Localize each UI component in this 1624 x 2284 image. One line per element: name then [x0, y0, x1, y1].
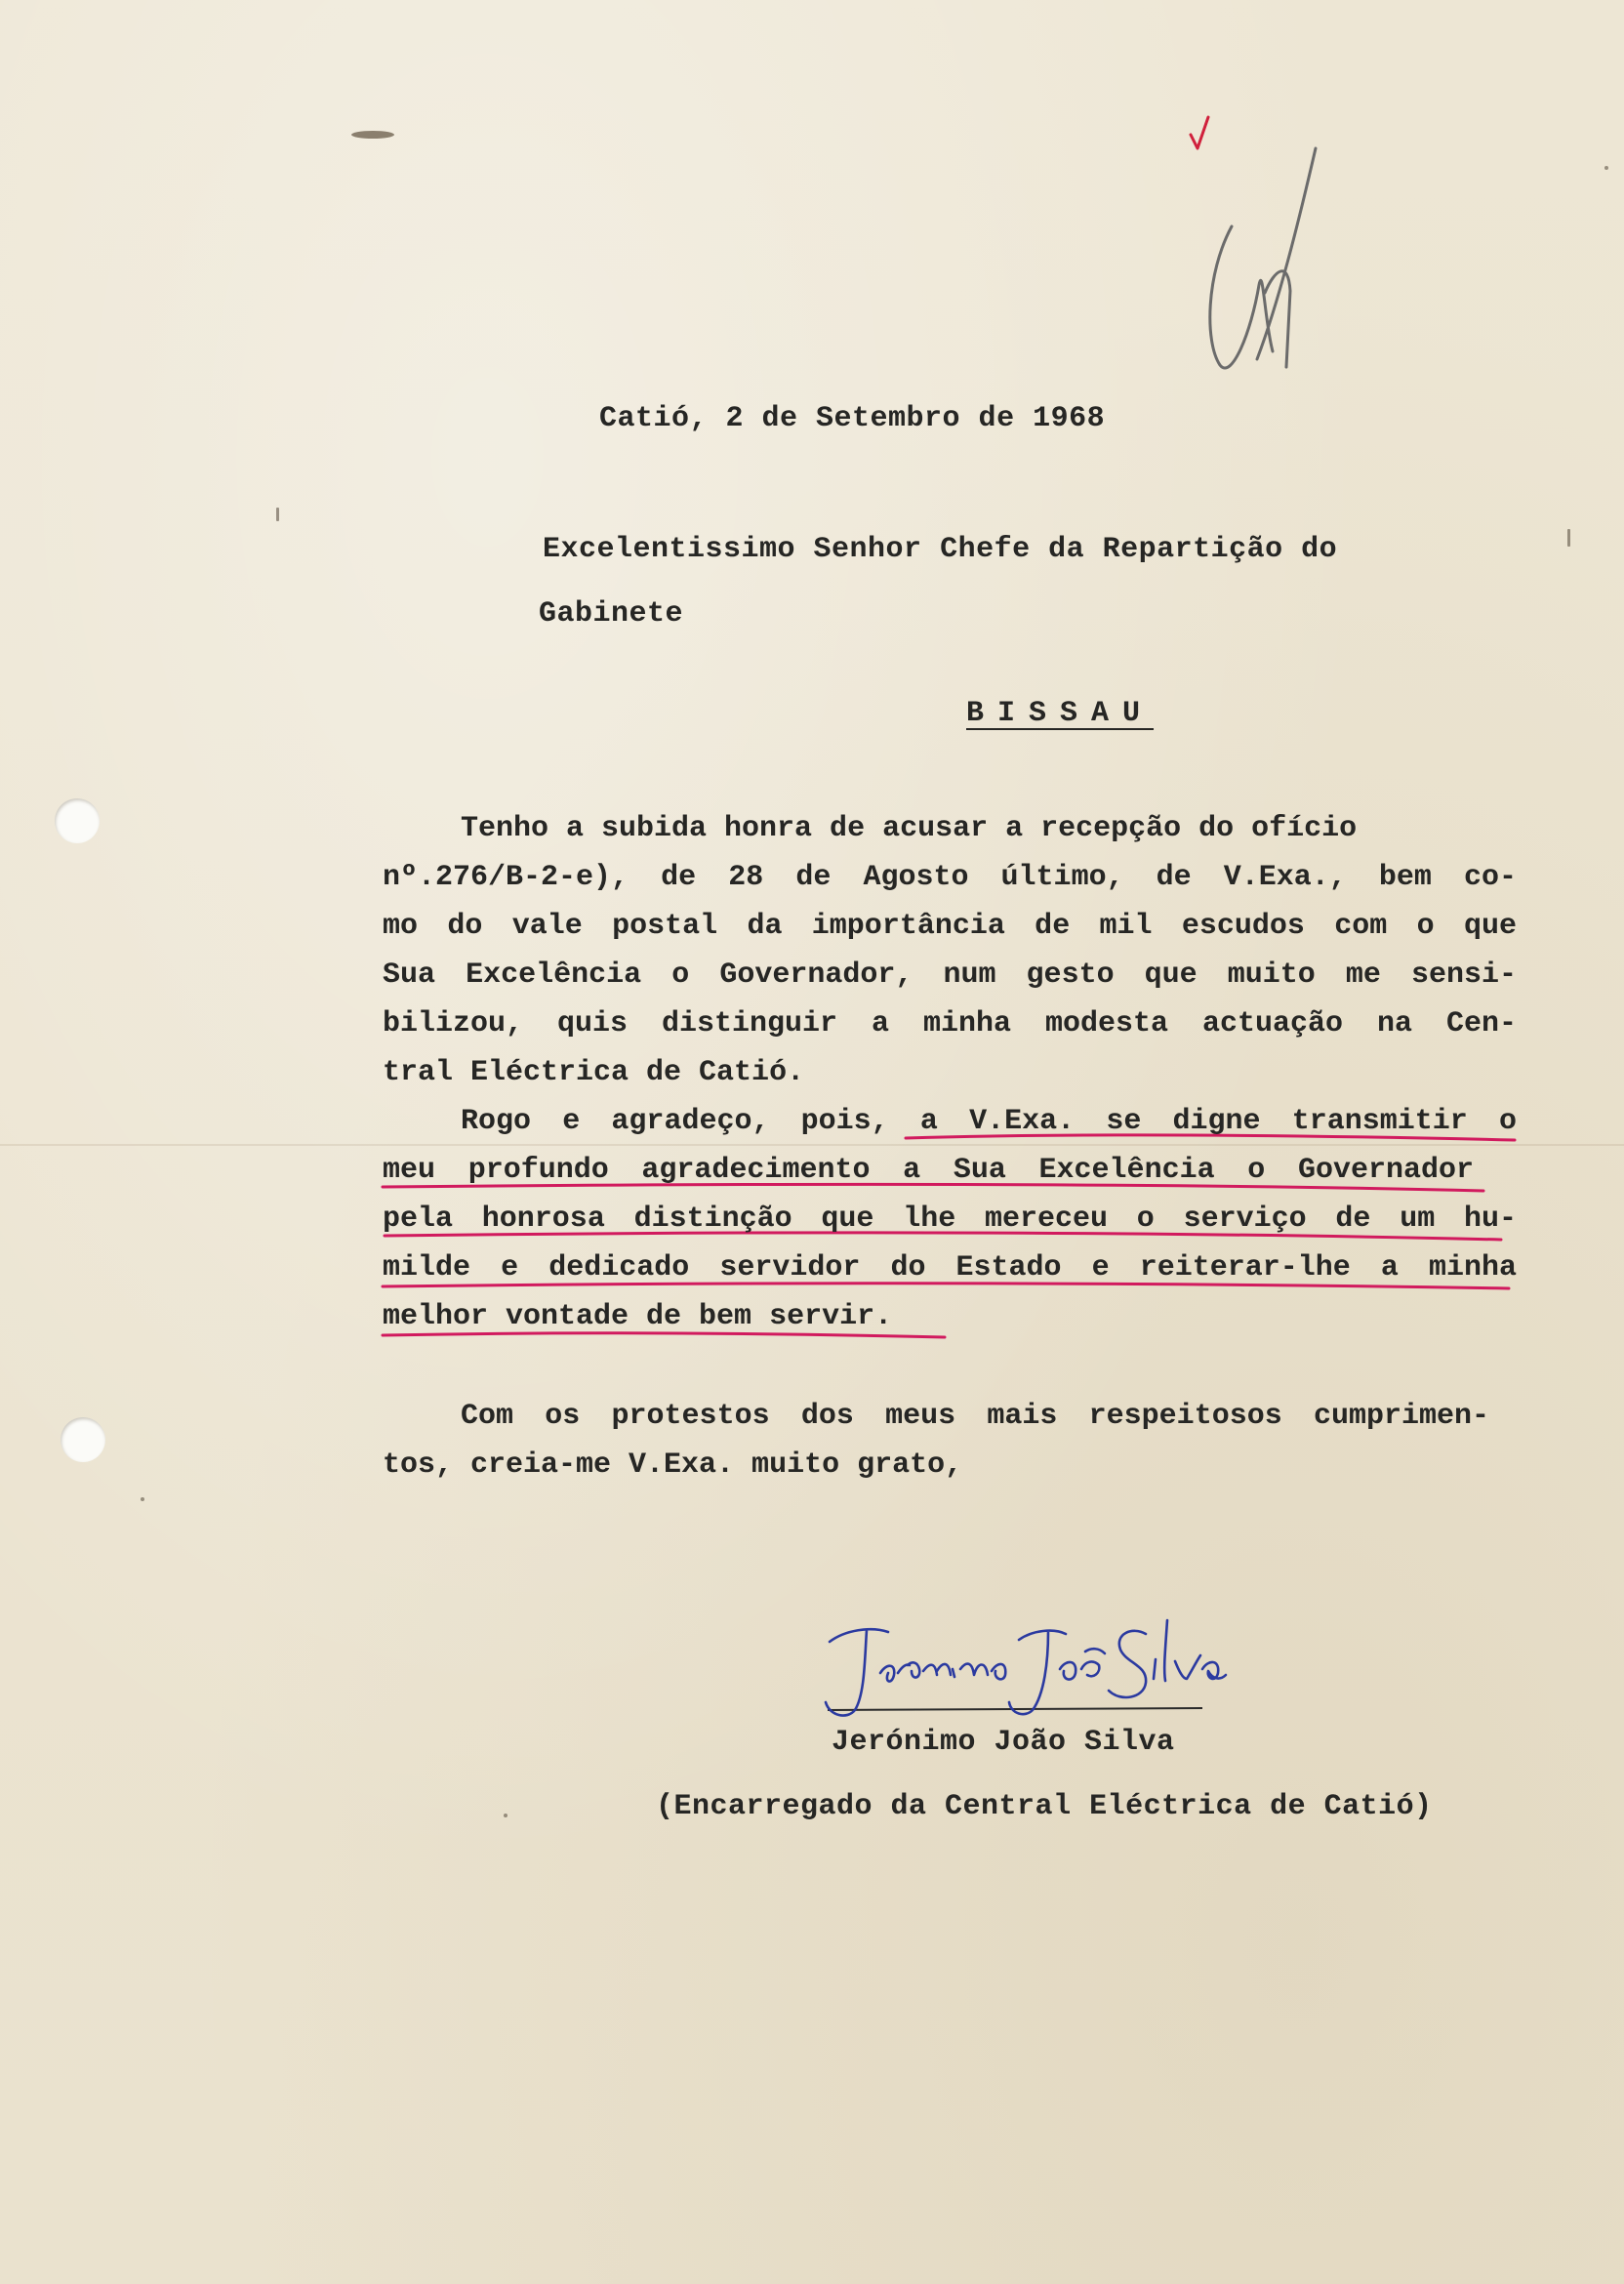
paragraph-2-line: Rogo e agradeço, pois, a V.Exa. se digne transmitir o: [461, 1105, 1517, 1138]
recipient-line-1: Excelentissimo Senhor Chefe da Repartição do: [543, 533, 1338, 566]
paragraph-1-line: nº.276/B-2-e), de 28 de Agosto último, de V.Exa., bem co-: [383, 861, 1517, 894]
recipient-line-2: Gabinete: [539, 597, 684, 631]
signatory-role: (Encarregado da Central Eléctrica de Catió): [656, 1790, 1433, 1823]
paragraph-2-line: meu profundo agradecimento a Sua Excelência o Governador: [383, 1154, 1474, 1187]
paragraph-1-line: mo do vale postal da importância de mil escudos com o que: [383, 910, 1517, 943]
check-mark-icon: [1191, 117, 1208, 148]
paragraph-1-line: bilizou, quis distinguir a minha modesta actuação na Cen-: [383, 1007, 1517, 1040]
paragraph-1-line: Tenho a subida honra de acusar a recepção do ofício: [461, 812, 1358, 845]
paragraph-1-line: Sua Excelência o Governador, num gesto que muito me sensi-: [383, 958, 1517, 992]
closing-line: Com os protestos dos meus mais respeitosos cumprimen-: [461, 1400, 1489, 1433]
recipient-city: BISSAU: [966, 697, 1155, 730]
paragraph-1-line: tral Eléctrica de Catió.: [383, 1056, 805, 1089]
signatory-name: Jerónimo João Silva: [832, 1726, 1175, 1759]
paragraph-2-line: melhor vontade de bem servir.: [383, 1300, 893, 1333]
paragraph-2-line: milde e dedicado servidor do Estado e reiterar-lhe a minha: [383, 1251, 1517, 1285]
pencil-initials-icon: [1210, 148, 1316, 368]
closing-line: tos, creia-me V.Exa. muito grato,: [383, 1448, 963, 1482]
handwritten-signature: [816, 1601, 1245, 1728]
date-line: Catió, 2 de Setembro de 1968: [599, 402, 1106, 435]
paragraph-2-line: pela honrosa distinção que lhe mereceu o serviço de um hu-: [383, 1203, 1517, 1236]
